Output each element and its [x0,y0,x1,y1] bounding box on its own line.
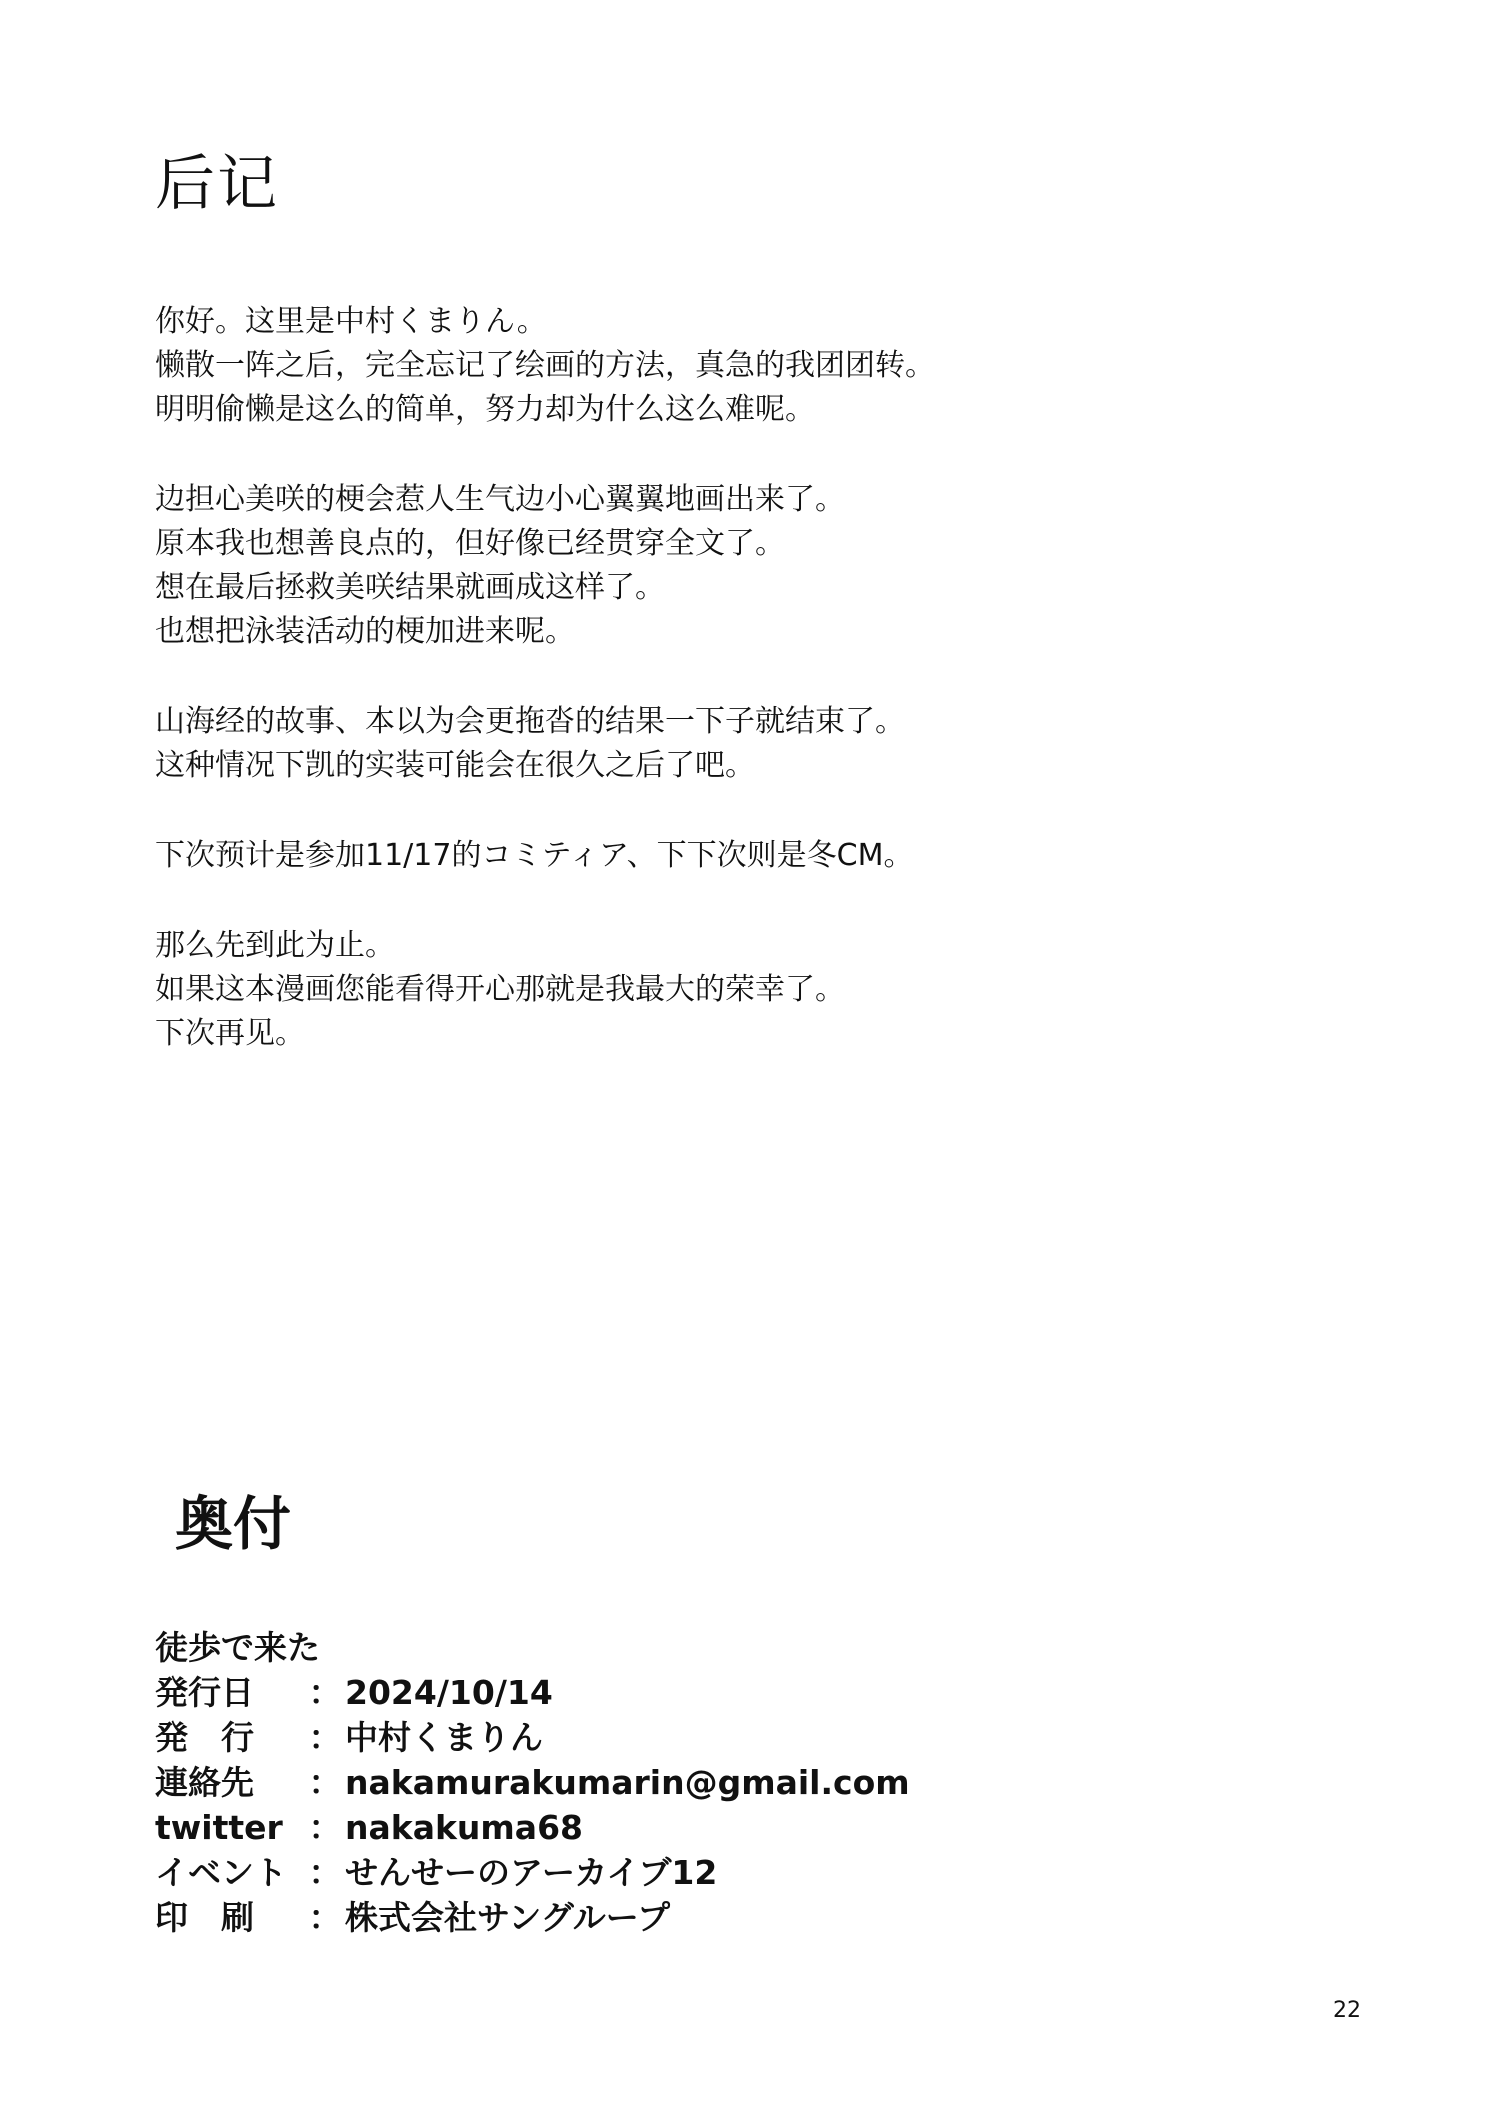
colophon-separator: ： [308,1763,342,1802]
text-line: 如果这本漫画您能看得开心那就是我最大的荣幸了。 [155,972,845,1007]
paragraph [155,700,1355,788]
colophon-key: 発 行 [155,1718,254,1757]
twitter-handle: nakakuma68 [345,1808,583,1847]
colophon-key: 印 刷 [155,1898,254,1937]
colophon-key: 連絡先 [155,1763,254,1802]
text-line: 山海经的故事、本以为会更拖沓的结果一下子就结束了。 [155,704,905,739]
paragraph [155,834,1355,878]
paragraph [155,478,1355,654]
text-line: 这种情况下凯的实装可能会在很久之后了吧。 [155,748,755,783]
colophon-key: twitter [155,1808,283,1847]
colophon-separator: ： [308,1898,342,1937]
colophon-table [155,1670,910,1940]
colophon-value: 株式会社サングループ [345,1898,671,1937]
colophon-separator: ： [308,1673,342,1712]
text-line: 你好。这里是中村くまりん。 [155,304,547,339]
colophon-row-twitter [155,1805,910,1850]
afterword-body [155,300,1355,1102]
colophon-row-publisher [155,1715,910,1760]
colophon-row-contact [155,1760,910,1805]
afterword-title: 后记 [155,149,279,219]
text-line: 原本我也想善良点的，但好像已经贯穿全文了。 [155,526,785,561]
colophon-separator: ： [308,1808,342,1847]
colophon-value: せんせーのアーカイブ12 [345,1853,718,1892]
paragraph [155,300,1355,432]
text-line: 懒散一阵之后，完全忘记了绘画的方法，真急的我团团转。 [155,348,935,383]
colophon-separator: ： [308,1718,342,1757]
book-title: 徒歩で来た [155,1628,320,1667]
colophon-row-event [155,1850,910,1895]
text-line: 下次预计是参加11/17的コミティア、下下次则是冬CM。 [155,838,914,873]
colophon-key: 発行日 [155,1673,254,1712]
colophon-row-release-date [155,1670,910,1715]
page-number: 22 [1333,1998,1361,2023]
colophon-separator: ： [308,1853,342,1892]
text-line: 下次再见。 [155,1016,305,1051]
text-line: 明明偷懒是这么的简单，努力却为什么这么难呢。 [155,392,815,427]
colophon-key: イベント [155,1853,287,1892]
text-line: 也想把泳装活动的梗加进来呢。 [155,614,575,649]
colophon-value: 中村くまりん [345,1718,543,1757]
colophon-title: 奥付 [175,1490,292,1558]
paragraph [155,924,1355,1056]
text-line: 想在最后拯救美咲结果就画成这样了。 [155,570,665,605]
text-line: 边担心美咲的梗会惹人生气边小心翼翼地画出来了。 [155,482,845,517]
colophon-row-printer [155,1895,910,1940]
text-line: 那么先到此为止。 [155,928,395,963]
colophon-value: 2024/10/14 [345,1673,553,1712]
contact-email: nakamurakumarin@gmail.com [345,1763,910,1802]
